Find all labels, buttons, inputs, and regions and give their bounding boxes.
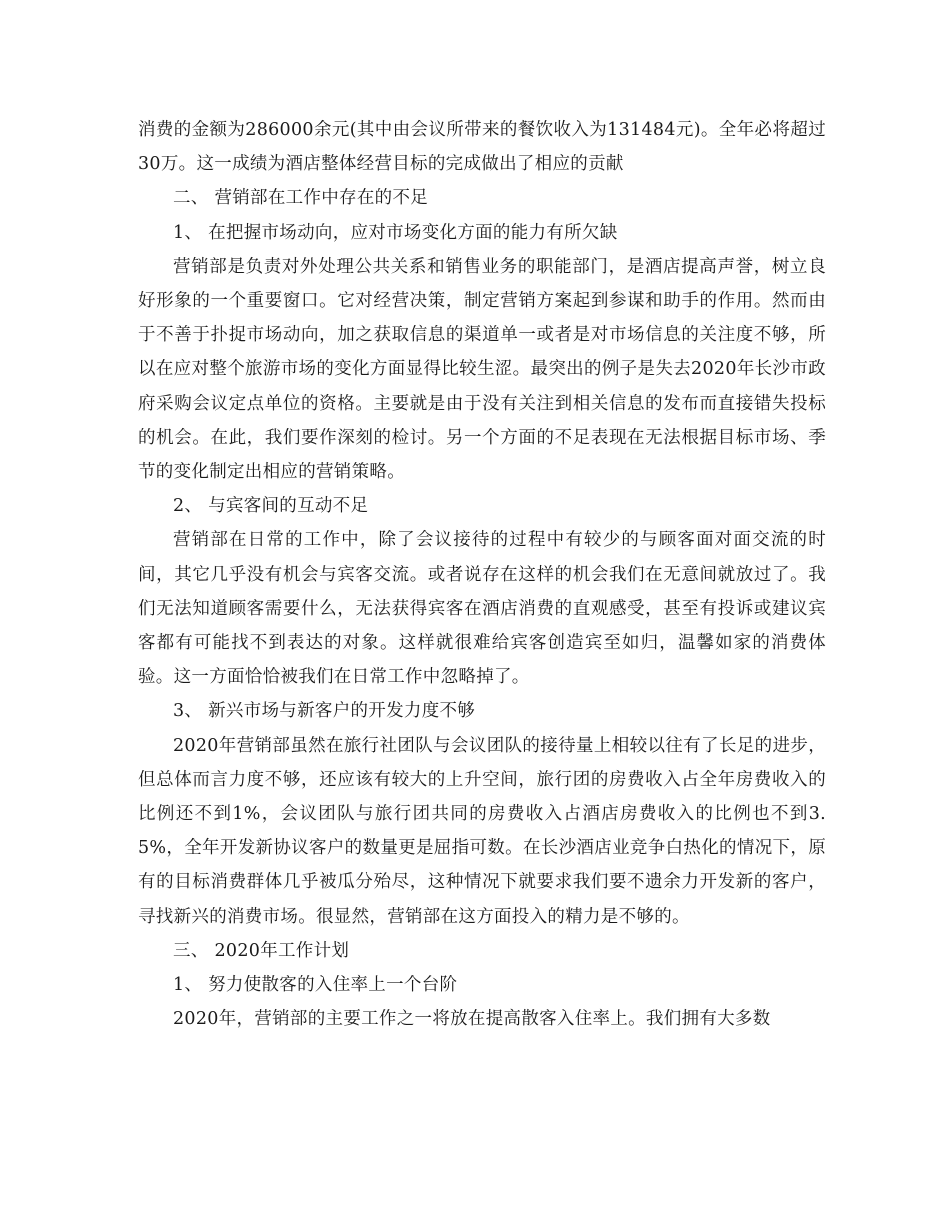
section-heading-shortcomings: 二、 营销部在工作中存在的不足: [173, 188, 429, 209]
document-body: [138, 113, 826, 1036]
paragraph-market-trends: 营销部是负责对外处理公共关系和销售业务的职能部门，是酒店提高声誉，树立良好形象的一个重要窗口。它对经营决策，制定营销方案起到参谋和助手的作用。然而由于不善于扑捉市场动向，加之获取信息的渠道单一或者是对市场信息的关注度不够，所以在应对整个旅游市场的变化方面显得比较生涩。最突出的例子是失去2020年长沙市政府采购会议定点单位的资格。主要就是由于没有关注到相关信息的发布而直接错失投标的机会。在此，我们要作深刻的检讨。另一个方面的不足表现在无法根据目标市场、季节的变化制定出相应的营销策略。: [138, 256, 826, 483]
paragraph-revenue-summary: 消费的金额为286000余元(其中由会议所带来的餐饮收入为131484元)。全年必将超过30万。这一成绩为酒店整体经营目标的完成做出了相应的贡献: [138, 120, 826, 175]
subheading-guest-interaction: 2、 与宾客间的互动不足: [173, 496, 369, 517]
paragraph-new-markets: 2020年营销部虽然在旅行社团队与会议团队的接待量上相较以往有了长足的进步，但总体而言力度不够，还应该有较大的上升空间，旅行团的房费收入占全年房费收入的比例还不到1%，会议团队与旅行团共同的房费收入占酒店房费收入的比例也不到3.5%，全年开发新协议客户的数量更是屈指可数。在长沙酒店业竞争白热化的情况下，原有的目标消费群体几乎被瓜分殆尽，这种情况下就要求我们要不遗余力开发新的客户，寻找新兴的消费市场。很显然，营销部在这方面投入的精力是不够的。: [138, 735, 826, 927]
subheading-new-markets: 3、 新兴市场与新客户的开发力度不够: [173, 701, 476, 722]
subheading-occupancy: 1、 努力使散客的入住率上一个台阶: [173, 975, 458, 996]
subheading-market-trends: 1、 在把握市场动向，应对市场变化方面的能力有所欠缺: [173, 222, 618, 243]
section-heading-work-plan: 三、 2020年工作计划: [173, 940, 350, 961]
paragraph-occupancy: 2020年，营销部的主要工作之一将放在提高散客入住率上。我们拥有大多数: [173, 1009, 771, 1030]
paragraph-guest-interaction: 营销部在日常的工作中，除了会议接待的过程中有较少的与顾客面对面交流的时间，其它几乎没有机会与宾客交流。或者说存在这样的机会我们在无意间就放过了。我们无法知道顾客需要什么，无法获得宾客在酒店消费的直观感受，甚至有投诉或建议宾客都有可能找不到表达的对象。这样就很难给宾客创造宾至如归，温馨如家的消费体验。这一方面恰恰被我们在日常工作中忽略掉了。: [138, 530, 826, 688]
